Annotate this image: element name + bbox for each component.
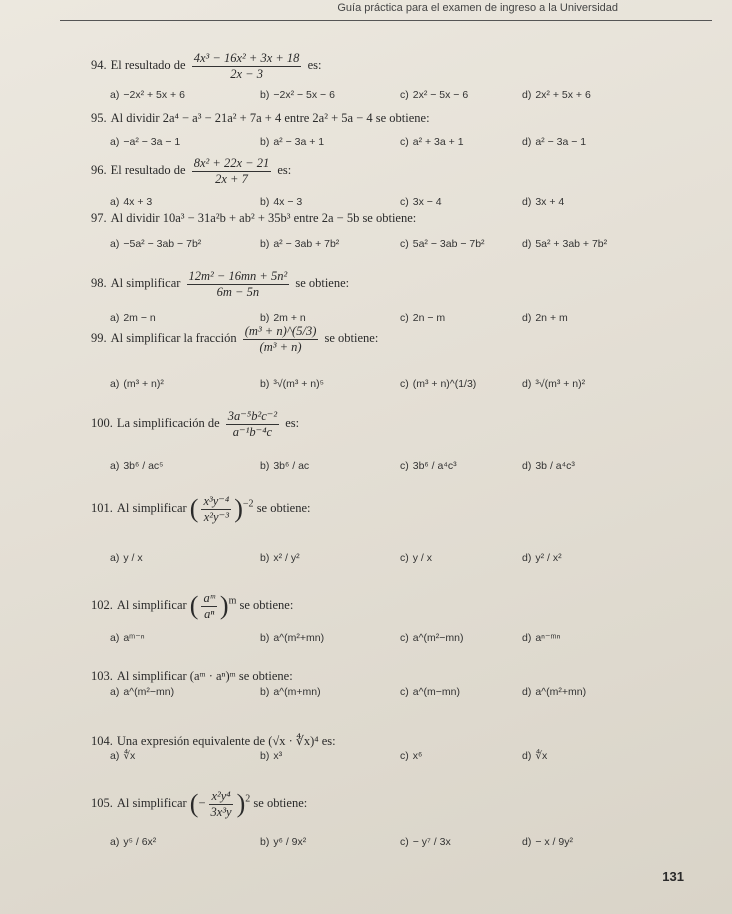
question-tail: es: [282, 415, 300, 430]
option-letter: b) [260, 552, 270, 564]
answer-option[interactable] [400, 686, 460, 698]
option-expression: 3b⁶ / a⁴c³ [412, 460, 457, 472]
option-expression: y⁵ / 6x² [123, 836, 157, 848]
option-letter: d) [522, 378, 532, 390]
fraction-numerator: aᵐ [203, 591, 215, 605]
option-expression: (m³ + n)² [123, 378, 164, 390]
answer-option[interactable] [522, 632, 560, 644]
option-expression: −2x² + 5x + 6 [123, 89, 185, 101]
question-text: Al simplificar [116, 795, 190, 810]
option-letter: b) [260, 136, 270, 148]
fraction-denominator: 2x − 3 [230, 66, 263, 81]
question-105 [91, 790, 307, 818]
answer-option[interactable] [110, 89, 185, 101]
question-tail: es: [274, 162, 292, 177]
option-letter: c) [400, 89, 409, 101]
fraction-denominator: 2x + 7 [215, 171, 248, 186]
answer-option[interactable] [522, 136, 586, 148]
question-number: 99. [91, 330, 107, 345]
fraction-denominator: 6m − 5n [216, 284, 260, 299]
option-letter: a) [110, 552, 120, 564]
answer-option[interactable] [400, 136, 464, 148]
option-expression: a^(m²−mn) [412, 632, 464, 644]
question-number: 105. [91, 795, 113, 810]
question-102 [91, 592, 293, 620]
question-text: La simplificación de [116, 415, 223, 430]
option-letter: c) [400, 238, 409, 250]
answer-option[interactable] [110, 312, 156, 324]
option-expression: a^(m²+mn) [273, 632, 325, 644]
option-letter: d) [522, 632, 532, 644]
answer-option[interactable] [400, 836, 451, 848]
option-letter: a) [110, 460, 120, 472]
option-letter: c) [400, 836, 409, 848]
option-letter: a) [110, 836, 120, 848]
option-letter: c) [400, 312, 409, 324]
option-letter: c) [400, 378, 409, 390]
answer-option[interactable] [400, 238, 485, 250]
option-letter: b) [260, 238, 270, 250]
answer-option[interactable] [400, 632, 463, 644]
exponent: 2 [245, 793, 251, 805]
answer-option[interactable] [260, 378, 324, 390]
answer-option[interactable] [260, 312, 306, 324]
fraction [226, 410, 279, 438]
option-expression: ∜x [535, 750, 548, 762]
option-expression: 2x² + 5x + 6 [535, 89, 591, 101]
option-expression: 2m − n [123, 312, 156, 324]
answer-option[interactable] [522, 378, 585, 390]
answer-option[interactable] [260, 238, 339, 250]
option-expression: 3b⁶ / ac [273, 460, 310, 472]
question-95 [91, 112, 430, 125]
option-expression: (m³ + n)^(1/3) [412, 378, 477, 390]
option-expression: −5a² − 3ab − 7b² [123, 238, 202, 250]
option-letter: c) [400, 750, 409, 762]
fraction [187, 270, 290, 298]
fraction-numerator: x³y⁻⁴ [203, 494, 230, 508]
option-letter: a) [110, 686, 120, 698]
close-paren: ) [236, 789, 246, 818]
question-number: 104. [91, 734, 113, 748]
fraction-numerator: 8x² + 22x − 21 [193, 156, 270, 170]
option-expression: 2n − m [412, 312, 446, 324]
question-number: 101. [91, 500, 113, 515]
option-expression: 3b⁶ / ac⁵ [123, 460, 164, 472]
option-expression: a² − 3a − 1 [535, 136, 587, 148]
answer-option[interactable] [260, 196, 302, 208]
fraction-numerator: 3a⁻⁵b²c⁻² [227, 409, 278, 423]
answer-option[interactable] [522, 89, 591, 101]
option-expression: 2m + n [273, 312, 306, 324]
answer-option[interactable] [522, 238, 607, 250]
option-expression: x⁶ [412, 750, 423, 762]
answer-option[interactable] [260, 686, 321, 698]
option-expression: x³ [273, 750, 283, 762]
option-expression: y⁶ / 9x² [273, 836, 307, 848]
option-letter: d) [522, 750, 532, 762]
close-paren: ) [219, 591, 229, 620]
option-letter: b) [260, 196, 270, 208]
exponent: m [228, 595, 237, 607]
option-letter: d) [522, 312, 532, 324]
question-text: Al simplificar [110, 275, 184, 290]
fraction-denominator: 3x³y [210, 804, 232, 819]
option-expression: aᵐ⁻ⁿ [123, 632, 145, 644]
option-letter: a) [110, 238, 120, 250]
fraction [192, 52, 302, 80]
running-header: Guía práctica para el examen de ingreso a la Universidad [337, 2, 618, 14]
question-100 [91, 410, 299, 438]
option-letter: b) [260, 686, 270, 698]
option-letter: d) [522, 460, 532, 472]
option-letter: c) [400, 136, 409, 148]
question-number: 96. [91, 162, 107, 177]
question-text: Al simplificar (aᵐ · aⁿ)ᵐ se obtiene: [116, 669, 293, 683]
answer-option[interactable] [110, 196, 152, 208]
option-letter: c) [400, 460, 409, 472]
answer-option[interactable] [260, 89, 335, 101]
answer-option[interactable] [400, 312, 445, 324]
option-letter: a) [110, 136, 120, 148]
question-tail: se obtiene: [250, 795, 308, 810]
question-text: Al simplificar [116, 597, 190, 612]
fraction-denominator: (m³ + n) [259, 339, 302, 354]
question-97 [91, 212, 416, 225]
question-tail: se obtiene: [253, 500, 311, 515]
option-letter: b) [260, 460, 270, 472]
option-expression: − y⁷ / 3x [412, 836, 451, 848]
option-letter: c) [400, 632, 409, 644]
answer-option[interactable] [400, 196, 442, 208]
fraction [243, 325, 319, 353]
option-expression: a² − 3a + 1 [273, 136, 325, 148]
question-number: 100. [91, 415, 113, 430]
fraction-numerator: (m³ + n)^(5/3) [244, 324, 317, 338]
question-text: Al simplificar la fracción [110, 330, 240, 345]
option-expression: 3x + 4 [535, 196, 565, 208]
option-letter: c) [400, 686, 409, 698]
answer-option[interactable] [522, 836, 573, 848]
answer-option[interactable] [400, 378, 476, 390]
fraction-denominator: a⁻¹b⁻⁴c [232, 424, 273, 439]
option-expression: 3b / a⁴c³ [535, 460, 575, 472]
question-98 [91, 270, 349, 298]
option-expression: aⁿ⁻ᵐⁿ [535, 632, 561, 644]
option-letter: d) [522, 136, 532, 148]
option-letter: d) [522, 552, 532, 564]
option-letter: d) [522, 196, 532, 208]
fraction-denominator: aⁿ [204, 606, 215, 621]
option-expression: −2x² − 5x − 6 [273, 89, 335, 101]
option-letter: d) [522, 836, 532, 848]
fraction [209, 790, 234, 818]
answer-option[interactable] [110, 632, 145, 644]
question-number: 94. [91, 57, 107, 72]
option-expression: 2n + m [535, 312, 568, 324]
question-103 [91, 670, 293, 683]
option-letter: c) [400, 552, 409, 564]
answer-option[interactable] [110, 238, 201, 250]
question-number: 103. [91, 669, 113, 683]
option-expression: a^(m−mn) [412, 686, 460, 698]
fraction [192, 157, 271, 185]
answer-option[interactable] [110, 836, 156, 848]
question-number: 97. [91, 211, 107, 225]
question-text: Al dividir 2a⁴ − a³ − 21a² + 7a + 4 entre 2a² + 5a − 4 se obtiene: [110, 111, 430, 125]
answer-option[interactable] [110, 686, 174, 698]
answer-option[interactable] [110, 552, 143, 564]
option-expression: 4x − 3 [273, 196, 303, 208]
option-letter: d) [522, 89, 532, 101]
answer-option[interactable] [522, 552, 562, 564]
negative-sign: − [198, 795, 206, 810]
question-text: Al dividir 10a³ − 31a²b + ab² + 35b³ entre 2a − 5b se obtiene: [110, 211, 417, 225]
answer-option[interactable] [260, 750, 282, 762]
question-99 [91, 325, 378, 353]
option-letter: d) [522, 238, 532, 250]
question-text: El resultado de [110, 57, 189, 72]
answer-option[interactable] [522, 312, 568, 324]
option-letter: b) [260, 378, 270, 390]
question-101 [91, 495, 311, 523]
fraction-denominator: x²y⁻³ [203, 509, 229, 524]
option-letter: a) [110, 632, 120, 644]
question-104 [91, 735, 336, 748]
option-expression: a^(m²+mn) [535, 686, 587, 698]
question-tail: se obtiene: [321, 330, 379, 345]
option-letter: b) [260, 312, 270, 324]
fraction-numerator: x²y⁴ [211, 789, 231, 803]
question-text: El resultado de [110, 162, 189, 177]
fraction-numerator: 4x³ − 16x² + 3x + 18 [193, 51, 300, 65]
option-letter: b) [260, 89, 270, 101]
answer-option[interactable] [110, 378, 164, 390]
option-expression: a² + 3a + 1 [412, 136, 464, 148]
option-expression: 5a² − 3ab − 7b² [412, 238, 485, 250]
option-expression: ³√(m³ + n)⁵ [273, 378, 324, 390]
answer-option[interactable] [260, 836, 306, 848]
option-letter: d) [522, 686, 532, 698]
page-number: 131 [662, 869, 684, 884]
answer-option[interactable] [400, 89, 468, 101]
answer-option[interactable] [522, 686, 586, 698]
answer-option[interactable] [110, 750, 135, 762]
question-tail: es: [304, 57, 322, 72]
answer-option[interactable] [260, 460, 309, 472]
option-expression: y / x [412, 552, 433, 564]
option-expression: −a² − 3a − 1 [123, 136, 181, 148]
option-expression: 4x + 3 [123, 196, 153, 208]
answer-option[interactable] [522, 196, 564, 208]
fraction-numerator: 12m² − 16mn + 5n² [188, 269, 288, 283]
option-expression: x² / y² [273, 552, 300, 564]
answer-option[interactable] [110, 460, 164, 472]
option-expression: 5a² + 3ab + 7b² [535, 238, 608, 250]
question-tail: se obtiene: [236, 597, 294, 612]
answer-option[interactable] [110, 136, 180, 148]
answer-option[interactable] [260, 632, 324, 644]
option-expression: y² / x² [535, 552, 562, 564]
answer-option[interactable] [522, 460, 575, 472]
answer-option[interactable] [522, 750, 547, 762]
option-expression: ∜x [123, 750, 136, 762]
question-94 [91, 52, 321, 80]
option-letter: a) [110, 312, 120, 324]
option-letter: b) [260, 836, 270, 848]
exponent: −2 [242, 498, 254, 510]
option-letter: b) [260, 750, 270, 762]
question-text: Al simplificar [116, 500, 190, 515]
fraction [201, 592, 216, 620]
question-number: 95. [91, 111, 107, 125]
answer-option[interactable] [400, 750, 422, 762]
option-expression: ³√(m³ + n)² [535, 378, 586, 390]
option-letter: a) [110, 378, 120, 390]
open-paren: ( [189, 591, 199, 620]
question-number: 98. [91, 275, 107, 290]
answer-option[interactable] [260, 552, 300, 564]
question-number: 102. [91, 597, 113, 612]
option-letter: a) [110, 89, 120, 101]
fraction [201, 495, 231, 523]
open-paren: ( [189, 494, 199, 523]
option-expression: a² − 3ab + 7b² [273, 238, 340, 250]
open-paren: ( [189, 789, 199, 818]
option-expression: 2x² − 5x − 6 [412, 89, 469, 101]
option-letter: a) [110, 750, 120, 762]
question-96 [91, 157, 291, 185]
header-rule [60, 20, 712, 21]
question-tail: se obtiene: [292, 275, 350, 290]
option-expression: 3x − 4 [412, 196, 442, 208]
answer-option[interactable] [400, 552, 432, 564]
answer-option[interactable] [400, 460, 457, 472]
option-letter: b) [260, 632, 270, 644]
option-letter: a) [110, 196, 120, 208]
option-expression: a^(m+mn) [273, 686, 321, 698]
option-expression: − x / 9y² [535, 836, 573, 848]
option-expression: y / x [123, 552, 143, 564]
question-text: Una expresión equivalente de (√x · ∜x)⁴ es: [116, 734, 336, 748]
option-letter: c) [400, 196, 409, 208]
answer-option[interactable] [260, 136, 324, 148]
option-expression: a^(m²−mn) [123, 686, 175, 698]
close-paren: ) [234, 494, 243, 523]
